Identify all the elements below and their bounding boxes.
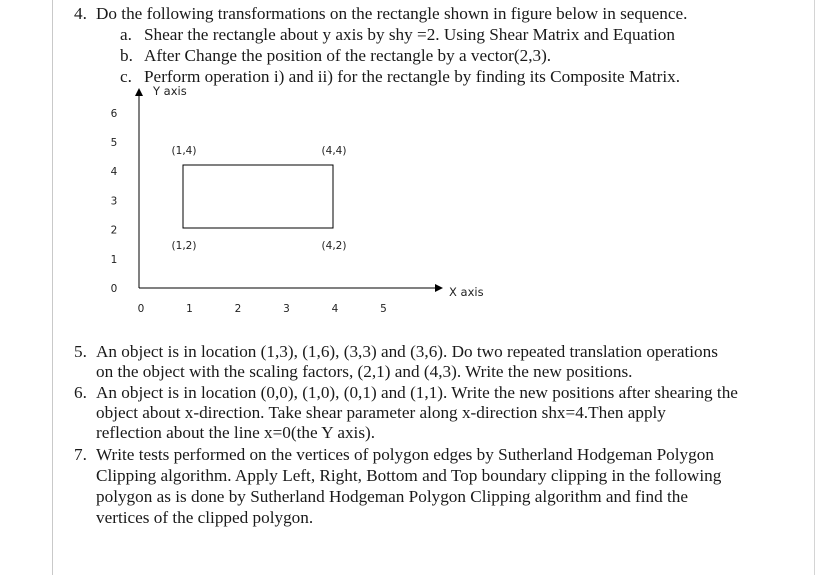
y-axis-label: Y axis xyxy=(153,84,187,98)
y-tick-label: 0 xyxy=(110,283,118,295)
question-text: Do the following transformations on the rectangle shown in figure below in sequence. xyxy=(96,4,688,23)
x-tick-label: 2 xyxy=(234,303,242,315)
y-tick-label: 4 xyxy=(110,166,118,179)
part-marker: c. xyxy=(120,67,132,86)
question-text-line: vertices of the clipped polygon. xyxy=(96,508,314,527)
question-number: 5. xyxy=(74,342,87,361)
vertex-label: (1,4) xyxy=(171,145,197,157)
question-text-line: Write tests performed on the vertices of polygon edges by Sutherland Hodgeman Polygon xyxy=(96,445,714,464)
question-text-line: Clipping algorithm. Apply Left, Right, Bottom and Top boundary clipping in the following xyxy=(96,466,722,485)
x-axis-arrow xyxy=(435,284,443,292)
rectangle-shape xyxy=(183,165,333,228)
x-axis-label: X axis xyxy=(449,285,484,299)
x-tick-label: 0 xyxy=(137,303,145,315)
part-text: Perform operation i) and ii) for the rectangle by finding its Composite Matrix. xyxy=(144,67,681,86)
vertex-label: (1,2) xyxy=(171,240,197,252)
question-number: 6. xyxy=(74,383,87,402)
question-text-line: object about x-direction. Take shear parameter along x-direction shx=4.Then apply xyxy=(96,403,666,422)
question-text-line: on the object with the scaling factors, (2,1) and (4,3). Write the new positions. xyxy=(96,362,633,381)
question-text-line: polygon as is done by Sutherland Hodgeman Polygon Clipping algorithm and find the xyxy=(96,487,688,506)
y-tick-label: 2 xyxy=(110,224,118,237)
question-text-line: An object is in location (1,3), (1,6), (3,3) and (3,6). Do two repeated translation operations xyxy=(96,342,718,361)
vertex-label: (4,4) xyxy=(321,145,347,157)
part-text: Shear the rectangle about y axis by shy =2. Using Shear Matrix and Equation xyxy=(144,25,675,44)
x-tick-label: 3 xyxy=(283,303,290,315)
vertex-label: (4,2) xyxy=(321,240,347,252)
y-tick-label: 3 xyxy=(110,195,118,208)
y-tick-label: 5 xyxy=(110,137,118,149)
x-tick-label: 1 xyxy=(186,303,193,315)
x-tick-label: 5 xyxy=(380,303,387,315)
x-tick-label: 4 xyxy=(331,303,339,315)
y-tick-label: 1 xyxy=(110,253,118,266)
question-number: 4. xyxy=(74,4,87,23)
part-text: After Change the position of the rectangle by a vector(2,3). xyxy=(144,46,552,65)
question-text-line: An object is in location (0,0), (1,0), (0,1) and (1,1). Write the new positions after shearing the xyxy=(96,383,738,402)
question-number: 7. xyxy=(74,445,87,464)
y-tick-label: 6 xyxy=(110,107,118,120)
part-marker: b. xyxy=(120,46,133,65)
part-marker: a. xyxy=(120,25,132,44)
question-text-line: reflection about the line x=0(the Y axis). xyxy=(96,423,376,442)
y-axis-arrow xyxy=(135,88,143,96)
